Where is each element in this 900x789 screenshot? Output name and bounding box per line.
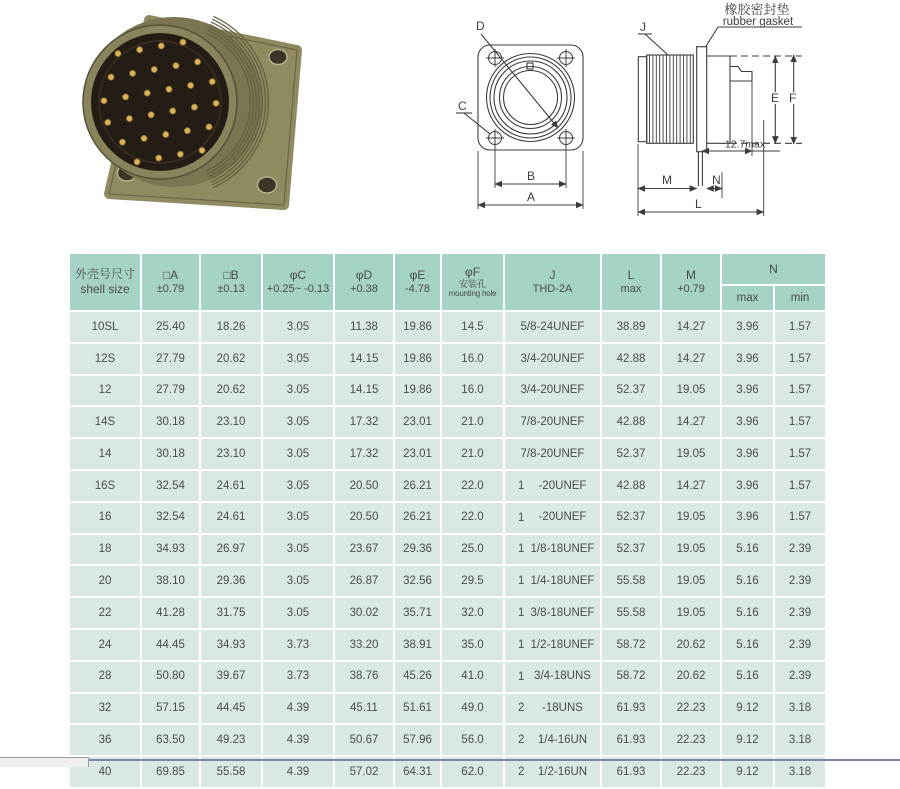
header-f-cn: 安装孔: [458, 279, 486, 290]
dim-label-l: L: [695, 197, 702, 211]
cell-d: 11.38: [334, 311, 394, 343]
thread-whole: 1: [518, 543, 525, 556]
cell-n-min: 2.39: [774, 534, 826, 566]
dim-label-f: F: [789, 91, 797, 105]
header-dim-e: [394, 253, 441, 311]
cell-n-min: 1.57: [774, 311, 826, 343]
cell-j: [504, 661, 601, 693]
header-j-symbol: J: [549, 267, 556, 282]
table-row: [69, 597, 826, 629]
cell-c: 4.39: [262, 724, 334, 756]
thread-whole: 1: [518, 575, 525, 588]
cell-d: 23.67: [334, 534, 394, 566]
header-d-tol: +0.38: [350, 282, 378, 295]
cell-m: 19.05: [661, 534, 721, 566]
cell-shell-size: 10SL: [69, 311, 141, 343]
cell-n-min: 2.39: [774, 597, 826, 629]
cell-b: 44.45: [200, 693, 262, 725]
cell-a: 25.40: [141, 311, 200, 343]
front-view-drawing: [448, 10, 636, 228]
dim-label-c: C: [458, 99, 467, 113]
cell-l: 52.37: [601, 502, 661, 534]
side-view-drawing: [612, 0, 900, 232]
cell-j: [504, 311, 601, 343]
cell-b: 24.61: [200, 502, 262, 534]
cell-shell-size: 18: [69, 534, 141, 566]
cell-c: 3.05: [262, 597, 334, 629]
cell-n-min: 3.18: [774, 756, 826, 788]
cell-shell-size: 12S: [69, 343, 141, 375]
table-row: [69, 629, 826, 661]
header-m-tol: +0.79: [677, 282, 705, 295]
table-row: [69, 661, 826, 693]
header-e-tol: -4.78: [404, 282, 431, 295]
cell-f: 62.0: [441, 756, 504, 788]
thread-spec: -18UNS: [542, 702, 583, 715]
header-j-thread: THD-2A: [532, 282, 573, 295]
header-b-symbol: □B: [223, 267, 239, 282]
thread-spec: 3/4-20UNEF: [520, 352, 585, 365]
dim-label-d: D: [476, 19, 485, 33]
cell-c: 3.05: [262, 534, 334, 566]
table-row: [69, 470, 826, 502]
cell-f: 14.5: [441, 311, 504, 343]
cell-l: 61.93: [601, 724, 661, 756]
cell-shell-size: 14S: [69, 406, 141, 438]
cell-l: 38.89: [601, 311, 661, 343]
cell-l: 52.37: [601, 375, 661, 407]
cell-m: 19.05: [661, 438, 721, 470]
cell-m: 19.05: [661, 502, 721, 534]
cell-shell-size: 32: [69, 693, 141, 725]
cell-n-max: 3.96: [721, 375, 774, 407]
cell-b: 26.97: [200, 534, 262, 566]
cell-c: 3.05: [262, 470, 334, 502]
dim-label-e: E: [771, 91, 780, 105]
cell-n-max: 3.96: [721, 438, 774, 470]
header-c-symbol: φC: [289, 267, 307, 282]
cell-e: 26.21: [394, 502, 441, 534]
header-m-symbol: M: [686, 267, 696, 282]
cell-j: [504, 470, 601, 502]
connector-photo: [82, 10, 322, 232]
cell-b: 23.10: [200, 406, 262, 438]
cell-f: 16.0: [441, 343, 504, 375]
thread-whole: 1: [518, 479, 525, 492]
header-shell-en: shell size: [80, 282, 130, 296]
cell-e: 51.61: [394, 693, 441, 725]
cell-a: 69.85: [141, 756, 200, 788]
gasket-label-cn: 橡胶密封垫: [724, 2, 790, 17]
cell-e: 23.01: [394, 438, 441, 470]
cell-a: 32.54: [141, 470, 200, 502]
cell-f: 22.0: [441, 470, 504, 502]
header-b-tol: ±0.13: [217, 282, 245, 295]
cell-j: [504, 343, 601, 375]
cell-m: 14.27: [661, 343, 721, 375]
table-row: [69, 343, 826, 375]
cell-e: 23.01: [394, 406, 441, 438]
cell-shell-size: 40: [69, 756, 141, 788]
cell-m: 14.27: [661, 311, 721, 343]
thread-whole: 2: [518, 734, 525, 747]
dim-d-leader: [481, 34, 558, 128]
cell-j: [504, 724, 601, 756]
thread-spec: 7/8-20UNEF: [520, 447, 585, 460]
cell-e: 57.96: [394, 724, 441, 756]
header-dim-j: [504, 253, 601, 311]
cell-a: 34.93: [141, 534, 200, 566]
cell-shell-size: 16S: [69, 470, 141, 502]
rubber-gasket-shape: [697, 47, 707, 152]
cell-n-max: 5.16: [721, 597, 774, 629]
cell-e: 64.31: [394, 756, 441, 788]
thread-spec: 1/8-18UNEF: [530, 543, 595, 556]
cell-l: 58.72: [601, 629, 661, 661]
barrel-end-cap: [638, 57, 646, 142]
header-dim-l: [601, 253, 661, 311]
header-shell-cn: 外壳号尺寸: [74, 267, 135, 281]
cell-n-min: 1.57: [774, 438, 826, 470]
table-row: [69, 502, 826, 534]
dim-label-j: J: [640, 20, 646, 34]
cell-m: 22.23: [661, 693, 721, 725]
cell-c: 3.05: [262, 565, 334, 597]
body-outline: [707, 56, 802, 143]
cell-n-min: 1.57: [774, 406, 826, 438]
cell-e: 32.56: [394, 565, 441, 597]
connector-photo-graphic: [82, 10, 322, 232]
cell-e: 45.26: [394, 661, 441, 693]
cell-n-min: 1.57: [774, 470, 826, 502]
cell-a: 44.45: [141, 629, 200, 661]
cell-c: 3.73: [262, 661, 334, 693]
cell-b: 39.67: [200, 661, 262, 693]
cell-j: [504, 534, 601, 566]
cell-d: 17.32: [334, 438, 394, 470]
cell-n-min: 3.18: [774, 724, 826, 756]
cell-n-max: 3.96: [721, 470, 774, 502]
cell-n-max: 3.96: [721, 311, 774, 343]
cell-c: 3.05: [262, 311, 334, 343]
cell-e: 19.86: [394, 343, 441, 375]
cell-a: 32.54: [141, 502, 200, 534]
cell-c: 3.73: [262, 629, 334, 661]
cell-a: 41.28: [141, 597, 200, 629]
cell-l: 42.88: [601, 406, 661, 438]
spec-table: [68, 252, 827, 789]
cell-b: 34.93: [200, 629, 262, 661]
cell-m: 22.23: [661, 724, 721, 756]
thread-whole: 1: [518, 670, 525, 683]
thread-spec: 7/8-20UNEF: [520, 416, 585, 429]
cell-shell-size: 12: [69, 375, 141, 407]
header-f-symbol: φF: [464, 265, 481, 280]
cell-l: 58.72: [601, 661, 661, 693]
header-dim-a: [141, 253, 200, 311]
cell-b: 49.23: [200, 724, 262, 756]
header-c-tol: +0.25~ -0.13: [266, 282, 330, 295]
cell-a: 30.18: [141, 406, 200, 438]
cell-shell-size: 22: [69, 597, 141, 629]
cell-d: 33.20: [334, 629, 394, 661]
cell-b: 24.61: [200, 470, 262, 502]
cell-l: 42.88: [601, 470, 661, 502]
cell-c: 4.39: [262, 693, 334, 725]
cell-b: 55.58: [200, 756, 262, 788]
cell-m: 14.27: [661, 470, 721, 502]
cell-a: 57.15: [141, 693, 200, 725]
cell-j: [504, 629, 601, 661]
cell-n-min: 2.39: [774, 661, 826, 693]
insert-face: [91, 33, 229, 171]
cell-n-max: 5.16: [721, 661, 774, 693]
table-row: [69, 693, 826, 725]
thread-whole: 1: [518, 606, 525, 619]
cell-n-max: 3.96: [721, 406, 774, 438]
cell-f: 22.0: [441, 502, 504, 534]
table-row: [69, 406, 826, 438]
dim-j-leader: [645, 34, 668, 55]
cell-n-max: 9.12: [721, 693, 774, 725]
thread-spec: 3/8-18UNEF: [530, 606, 595, 619]
cell-m: 14.27: [661, 406, 721, 438]
cell-d: 26.87: [334, 565, 394, 597]
cell-d: 14.15: [334, 375, 394, 407]
thread-whole: 2: [518, 702, 525, 715]
cell-e: 38.91: [394, 629, 441, 661]
cell-j: [504, 597, 601, 629]
cell-j: [504, 565, 601, 597]
dim-label-a: A: [527, 190, 536, 204]
table-row: [69, 534, 826, 566]
cell-n-max: 9.12: [721, 724, 774, 756]
cell-b: 31.75: [200, 597, 262, 629]
cell-n-max: 9.12: [721, 756, 774, 788]
cell-n-min: 2.39: [774, 629, 826, 661]
cell-n-min: 3.18: [774, 693, 826, 725]
cell-a: 27.79: [141, 343, 200, 375]
thread-spec: -20UNEF: [538, 479, 587, 492]
cell-d: 20.50: [334, 470, 394, 502]
cell-e: 29.36: [394, 534, 441, 566]
dim-c-leader: [464, 113, 490, 134]
table-row: [69, 438, 826, 470]
thread-spec: 3/4-18UNS: [534, 670, 591, 683]
cell-m: 19.05: [661, 565, 721, 597]
cell-l: 42.88: [601, 343, 661, 375]
cell-n-max: 3.96: [721, 502, 774, 534]
cell-b: 18.26: [200, 311, 262, 343]
cell-j: [504, 693, 601, 725]
cell-c: 3.05: [262, 406, 334, 438]
cell-b: 23.10: [200, 438, 262, 470]
header-dim-m: [661, 253, 721, 311]
cell-c: 3.05: [262, 438, 334, 470]
cell-d: 17.32: [334, 406, 394, 438]
cell-n-min: 1.57: [774, 343, 826, 375]
cell-n-max: 5.16: [721, 534, 774, 566]
header-dim-c: [262, 253, 334, 311]
thread-whole: 2: [518, 765, 525, 778]
table-row: [69, 724, 826, 756]
dim-label-b: B: [527, 169, 536, 183]
cell-n-max: 5.16: [721, 565, 774, 597]
cell-f: 41.0: [441, 661, 504, 693]
cell-l: 52.37: [601, 534, 661, 566]
cell-n-min: 1.57: [774, 375, 826, 407]
cell-f: 16.0: [441, 375, 504, 407]
cell-j: [504, 406, 601, 438]
header-e-symbol: φE: [409, 267, 426, 282]
cell-n-min: 1.57: [774, 502, 826, 534]
thread-spec: 3/4-20UNEF: [520, 384, 585, 397]
thread-whole: 1: [518, 511, 525, 524]
cell-n-max: 3.96: [721, 343, 774, 375]
cell-f: 35.0: [441, 629, 504, 661]
cell-d: 38.76: [334, 661, 394, 693]
dim-label-n: N: [712, 173, 721, 187]
cell-d: 20.50: [334, 502, 394, 534]
cell-d: 57.02: [334, 756, 394, 788]
cell-b: 20.62: [200, 375, 262, 407]
cell-f: 56.0: [441, 724, 504, 756]
thread-lines: [650, 55, 691, 143]
thread-spec: 5/8-24UNEF: [520, 320, 585, 333]
cell-e: 19.86: [394, 375, 441, 407]
cell-d: 30.02: [334, 597, 394, 629]
cell-n-min: 2.39: [774, 565, 826, 597]
table-row: [69, 565, 826, 597]
table-row: [69, 375, 826, 407]
cell-m: 20.62: [661, 661, 721, 693]
header-dim-d: [334, 253, 394, 311]
header-n-max: max: [721, 285, 774, 311]
cell-a: 30.18: [141, 438, 200, 470]
header-a-tol: ±0.79: [156, 282, 185, 295]
cell-a: 38.10: [141, 565, 200, 597]
cell-a: 50.80: [141, 661, 200, 693]
header-dim-b: [200, 253, 262, 311]
cell-d: 45.11: [334, 693, 394, 725]
cell-shell-size: 24: [69, 629, 141, 661]
cell-l: 55.58: [601, 597, 661, 629]
cell-d: 14.15: [334, 343, 394, 375]
gasket-label-en: rubber gasket: [722, 16, 794, 28]
dim-label-m: M: [662, 173, 672, 187]
cell-b: 29.36: [200, 565, 262, 597]
cell-f: 32.0: [441, 597, 504, 629]
thread-spec: 1/4-18UNEF: [530, 575, 595, 588]
cell-shell-size: 20: [69, 565, 141, 597]
shell-circles: [487, 54, 575, 142]
cell-m: 19.05: [661, 375, 721, 407]
cell-l: 61.93: [601, 693, 661, 725]
cell-c: 3.05: [262, 375, 334, 407]
thread-whole: 1: [518, 638, 525, 651]
header-n-min: min: [774, 285, 826, 311]
header-f-en: mounting hole: [448, 289, 497, 299]
thread-spec: -20UNEF: [538, 511, 587, 524]
cell-j: [504, 502, 601, 534]
cell-l: 61.93: [601, 756, 661, 788]
window-bottom-edge: [89, 759, 900, 761]
header-l-symbol: L: [627, 267, 635, 282]
scrollbar-corner: [0, 757, 89, 767]
cell-shell-size: 14: [69, 438, 141, 470]
cell-c: 3.05: [262, 343, 334, 375]
header-a-symbol: □A: [162, 267, 179, 282]
dim-label-127: 12.7max: [724, 138, 766, 151]
cell-shell-size: 36: [69, 724, 141, 756]
cell-m: 20.62: [661, 629, 721, 661]
cell-e: 19.86: [394, 311, 441, 343]
cell-c: 3.05: [262, 502, 334, 534]
header-shell-size: [69, 253, 141, 311]
cell-f: 29.5: [441, 565, 504, 597]
cell-e: 35.71: [394, 597, 441, 629]
cell-m: 22.23: [661, 756, 721, 788]
header-d-symbol: φD: [355, 267, 373, 282]
header-dim-n: [721, 253, 826, 285]
cell-d: 50.67: [334, 724, 394, 756]
header-l-max: max: [620, 282, 642, 295]
cell-shell-size: 28: [69, 661, 141, 693]
cell-n-max: 5.16: [721, 629, 774, 661]
thread-spec: 1/2-18UNEF: [530, 638, 595, 651]
cell-j: [504, 438, 601, 470]
header-dim-f: [441, 253, 504, 311]
thread-spec: 1/4-16UN: [537, 734, 588, 747]
cell-f: 21.0: [441, 438, 504, 470]
cell-a: 27.79: [141, 375, 200, 407]
thread-spec: 1/2-16UN: [537, 765, 588, 778]
table-row: [69, 311, 826, 343]
cell-j: [504, 375, 601, 407]
gasket-leader: [706, 27, 719, 47]
cell-f: 21.0: [441, 406, 504, 438]
cell-f: 49.0: [441, 693, 504, 725]
cell-b: 20.62: [200, 343, 262, 375]
cell-l: 52.37: [601, 438, 661, 470]
cell-c: 4.39: [262, 756, 334, 788]
cell-a: 63.50: [141, 724, 200, 756]
cell-f: 25.0: [441, 534, 504, 566]
cell-e: 26.21: [394, 470, 441, 502]
header-n-symbol: N: [769, 261, 778, 276]
cell-shell-size: 16: [69, 502, 141, 534]
cell-m: 19.05: [661, 597, 721, 629]
cell-l: 55.58: [601, 565, 661, 597]
